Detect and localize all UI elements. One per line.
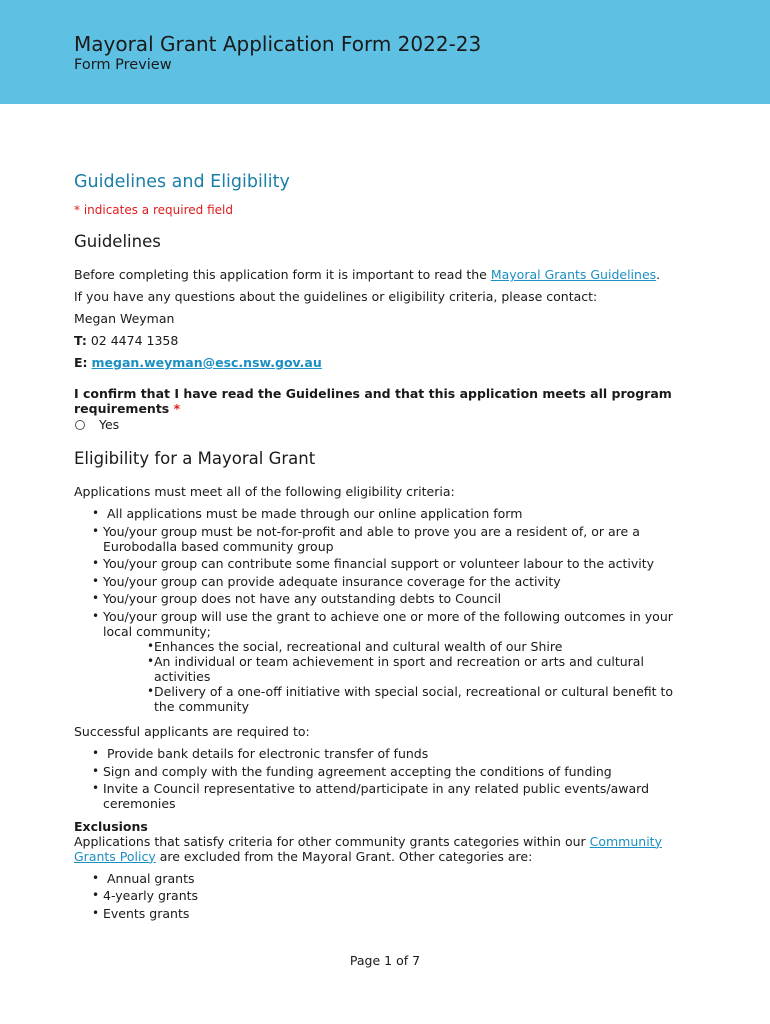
page-number: Page 1 of 7 [349, 953, 421, 968]
confirm-question [74, 386, 684, 416]
successful-list [74, 746, 684, 811]
yes-radio[interactable] [75, 420, 85, 430]
email-label: E: [74, 355, 88, 370]
exclusions-text-after: are excluded from the Mayoral Grant. Other categories are: [155, 848, 533, 864]
list-item: • Enhances the social, recreational and cultural wealth of our Shire [149, 639, 684, 654]
contact-name: Megan Weyman [74, 311, 175, 326]
list-item [92, 609, 684, 714]
list-item: • Delivery of a one-off initiative with special social, recreational or cultural benefit to the community [149, 684, 684, 714]
guidelines-intro-end: . [656, 267, 661, 282]
list-item: • Sign and comply with the funding agreement accepting the conditions of funding [92, 764, 684, 779]
phone-label: T: [74, 333, 87, 348]
list-item: • You/your group must be not-for-profit and able to prove you are a resident of, or are a Eurobodalla based community group [92, 524, 684, 554]
questions-text: If you have any questions about the guidelines or eligibility criteria, please contact: [74, 289, 598, 304]
form-subtitle: Form Preview [74, 57, 172, 73]
list-item: • 4-yearly grants [92, 888, 684, 903]
form-title: Mayoral Grant Application Form 2022-23 [74, 32, 482, 56]
eligibility-heading: Eligibility for a Mayoral Grant [74, 449, 316, 468]
list-item: • Provide bank details for electronic transfer of funds [92, 746, 684, 761]
yes-label: Yes [99, 417, 120, 432]
successful-intro: Successful applicants are required to: [74, 724, 310, 739]
eligibility-intro: Applications must meet all of the following eligibility criteria: [74, 484, 455, 499]
guidelines-intro [74, 267, 684, 282]
list-item: • Invite a Council representative to attend/participate in any related public events/award ceremonies [92, 781, 684, 811]
exclusions-text-before: Applications that satisfy criteria for other community grants categories within our [74, 833, 590, 849]
mayoral-grants-guidelines-link[interactable]: Mayoral Grants Guidelines [490, 267, 657, 282]
form-content [74, 170, 684, 923]
guidelines-intro-text: Before completing this application form it is important to read the [74, 267, 491, 282]
guidelines-heading: Guidelines [74, 232, 161, 251]
section-title: Guidelines and Eligibility [74, 172, 290, 192]
list-item: • You/your group can provide adequate insurance coverage for the activity [92, 574, 684, 589]
exclusions-categories-list [74, 871, 684, 921]
confirm-question-text: I confirm that I have read the Guidelines and that this application meets all program requirements [74, 386, 672, 416]
eligibility-criteria-list [74, 506, 684, 714]
community-grants-policy-link[interactable]: Community Grants Policy [74, 833, 662, 864]
outcomes-list [103, 639, 684, 714]
exclusions-heading: Exclusions [74, 818, 148, 834]
list-item: • You/your group can contribute some financial support or volunteer labour to the activity [92, 556, 684, 571]
list-item: • Events grants [92, 906, 684, 921]
confirm-yes-option[interactable] [74, 417, 684, 432]
email-link[interactable]: megan.weyman@esc.nsw.gov.au [91, 355, 322, 370]
form-header [0, 0, 770, 104]
list-item: • An individual or team achievement in sport and recreation or arts and cultural activities [149, 654, 684, 684]
phone-value: 02 4474 1358 [90, 333, 179, 348]
contact-email [74, 355, 684, 370]
list-item: • All applications must be made through our online application form [92, 506, 684, 521]
exclusions-text [74, 834, 684, 864]
contact-phone [74, 333, 684, 348]
list-item-text: You/your group will use the grant to achieve one or more of the following outcomes in your local community; [103, 608, 673, 639]
required-mark: * [173, 401, 181, 416]
list-item: • You/your group does not have any outstanding debts to Council [92, 591, 684, 606]
list-item: • Annual grants [92, 871, 684, 886]
required-field-note: * indicates a required field [74, 203, 233, 217]
